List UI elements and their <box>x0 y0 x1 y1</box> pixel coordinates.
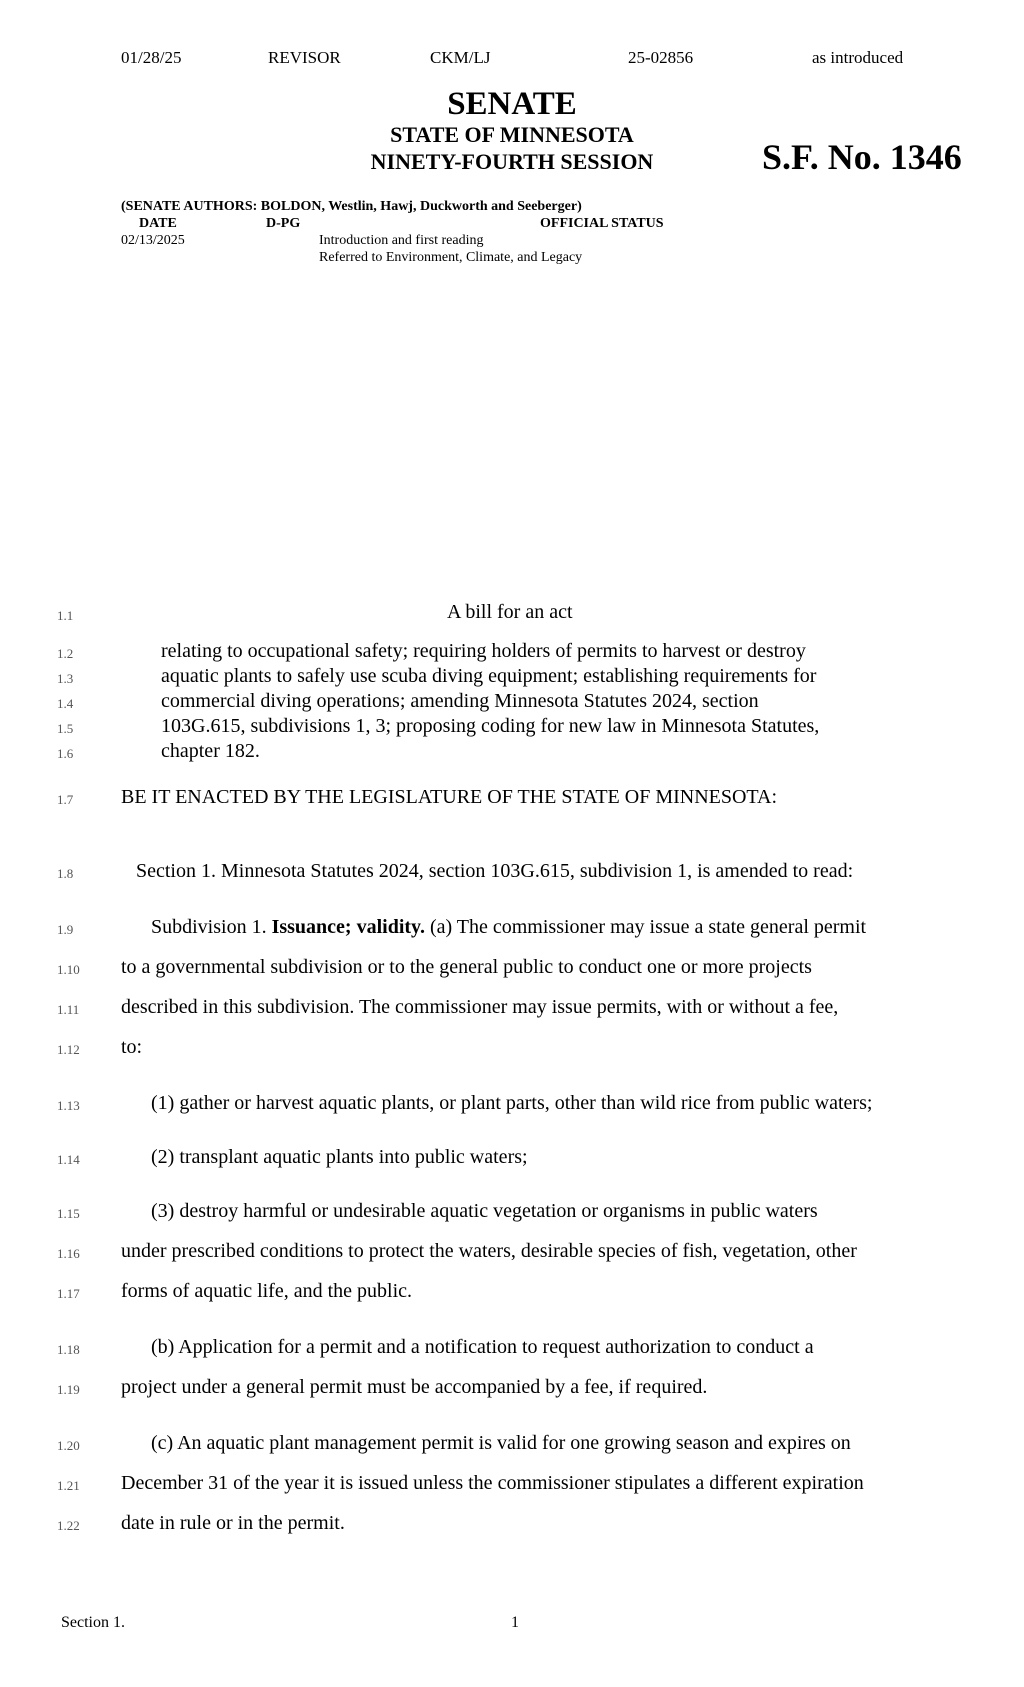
line-number: 1.20 <box>57 1438 80 1453</box>
line-number: 1.21 <box>57 1478 80 1493</box>
header-status: as introduced <box>812 48 904 67</box>
subdivision-line: Subdivision 1. Issuance; validity. (a) The commissioner may issue a state general permit <box>151 916 867 938</box>
line-number: 1.3 <box>57 671 74 686</box>
line-number: 1.13 <box>57 1098 80 1113</box>
footer-page-number: 1 <box>511 1614 519 1631</box>
bill-line: aquatic plants to safely use scuba diving equipment; establishing requirements for <box>161 665 817 687</box>
body-line: (2) transplant aquatic plants into public waters; <box>151 1146 528 1168</box>
session-title: NINETY-FOURTH SESSION <box>370 149 654 174</box>
body-line: described in this subdivision. The commissioner may issue permits, with or without a fee, <box>121 996 839 1018</box>
line-number: 1.14 <box>57 1152 80 1167</box>
line-number: 1.9 <box>57 922 74 937</box>
line-number: 1.6 <box>57 746 74 761</box>
line-number: 1.11 <box>57 1002 80 1017</box>
status-col-date: DATE <box>139 216 177 231</box>
body-line: (b) Application for a permit and a notification to request authorization to conduct a <box>151 1336 814 1358</box>
status-col-dpg: D-PG <box>266 216 301 231</box>
body-line: under prescribed conditions to protect the waters, desirable species of fish, vegetation, other <box>121 1240 857 1262</box>
line-number: 1.8 <box>57 866 74 881</box>
footer-section: Section 1. <box>61 1614 125 1631</box>
line-number: 1.4 <box>57 696 74 711</box>
bill-line: 103G.615, subdivisions 1, 3; proposing coding for new law in Minnesota Statutes, <box>161 715 820 737</box>
line-number: 1.12 <box>57 1042 80 1057</box>
header-doc-number: 25-02856 <box>628 48 694 67</box>
file-number: S.F. No. 1346 <box>762 137 962 177</box>
senate-authors: (SENATE AUTHORS: BOLDON, Westlin, Hawj, Duckworth and Seeberger) <box>121 199 582 214</box>
body-line: forms of aquatic life, and the public. <box>121 1280 413 1302</box>
body-line: (c) An aquatic plant management permit is valid for one growing season and expires on <box>151 1432 851 1454</box>
line-number: 1.7 <box>57 792 74 807</box>
body-line: to a governmental subdivision or to the general public to conduct one or more projects <box>121 956 812 978</box>
bill-heading: A bill for an act <box>447 601 573 623</box>
header-date: 01/28/25 <box>121 48 182 67</box>
status-entry-line: Referred to Environment, Climate, and Legacy <box>319 250 583 265</box>
body-line: date in rule or in the permit. <box>121 1512 345 1534</box>
state-title: STATE OF MINNESOTA <box>390 122 634 147</box>
status-entry-date: 02/13/2025 <box>121 233 185 248</box>
line-number: 1.10 <box>57 962 80 977</box>
line-number: 1.19 <box>57 1382 80 1397</box>
body-line: December 31 of the year it is issued unless the commissioner stipulates a different expiration <box>121 1472 864 1494</box>
status-col-official: OFFICIAL STATUS <box>540 216 664 231</box>
line-number: 1.22 <box>57 1518 80 1533</box>
line-number: 1.18 <box>57 1342 80 1357</box>
bill-line: chapter 182. <box>161 740 260 762</box>
bill-line: relating to occupational safety; requiring holders of permits to harvest or destroy <box>161 640 806 662</box>
line-number: 1.5 <box>57 721 74 736</box>
section-heading: Section 1. Minnesota Statutes 2024, section 103G.615, subdivision 1, is amended to read: <box>136 860 854 882</box>
line-number: 1.17 <box>57 1286 80 1301</box>
line-number: 1.16 <box>57 1246 80 1261</box>
body-line: project under a general permit must be accompanied by a fee, if required. <box>121 1376 708 1398</box>
chamber-title: SENATE <box>447 86 577 122</box>
line-number: 1.15 <box>57 1206 80 1221</box>
status-entry-line: Introduction and first reading <box>319 233 484 248</box>
header-revisor: REVISOR <box>268 48 341 67</box>
header-initials: CKM/LJ <box>430 48 491 67</box>
body-line: (3) destroy harmful or undesirable aquatic vegetation or organisms in public waters <box>151 1200 818 1222</box>
body-line: (1) gather or harvest aquatic plants, or plant parts, other than wild rice from public waters; <box>151 1092 873 1114</box>
line-number: 1.1 <box>57 608 74 623</box>
line-number: 1.2 <box>57 646 74 661</box>
body-line: to: <box>121 1036 143 1058</box>
enacting-clause: BE IT ENACTED BY THE LEGISLATURE OF THE STATE OF MINNESOTA: <box>121 786 778 808</box>
bill-line: commercial diving operations; amending Minnesota Statutes 2024, section <box>161 690 759 712</box>
